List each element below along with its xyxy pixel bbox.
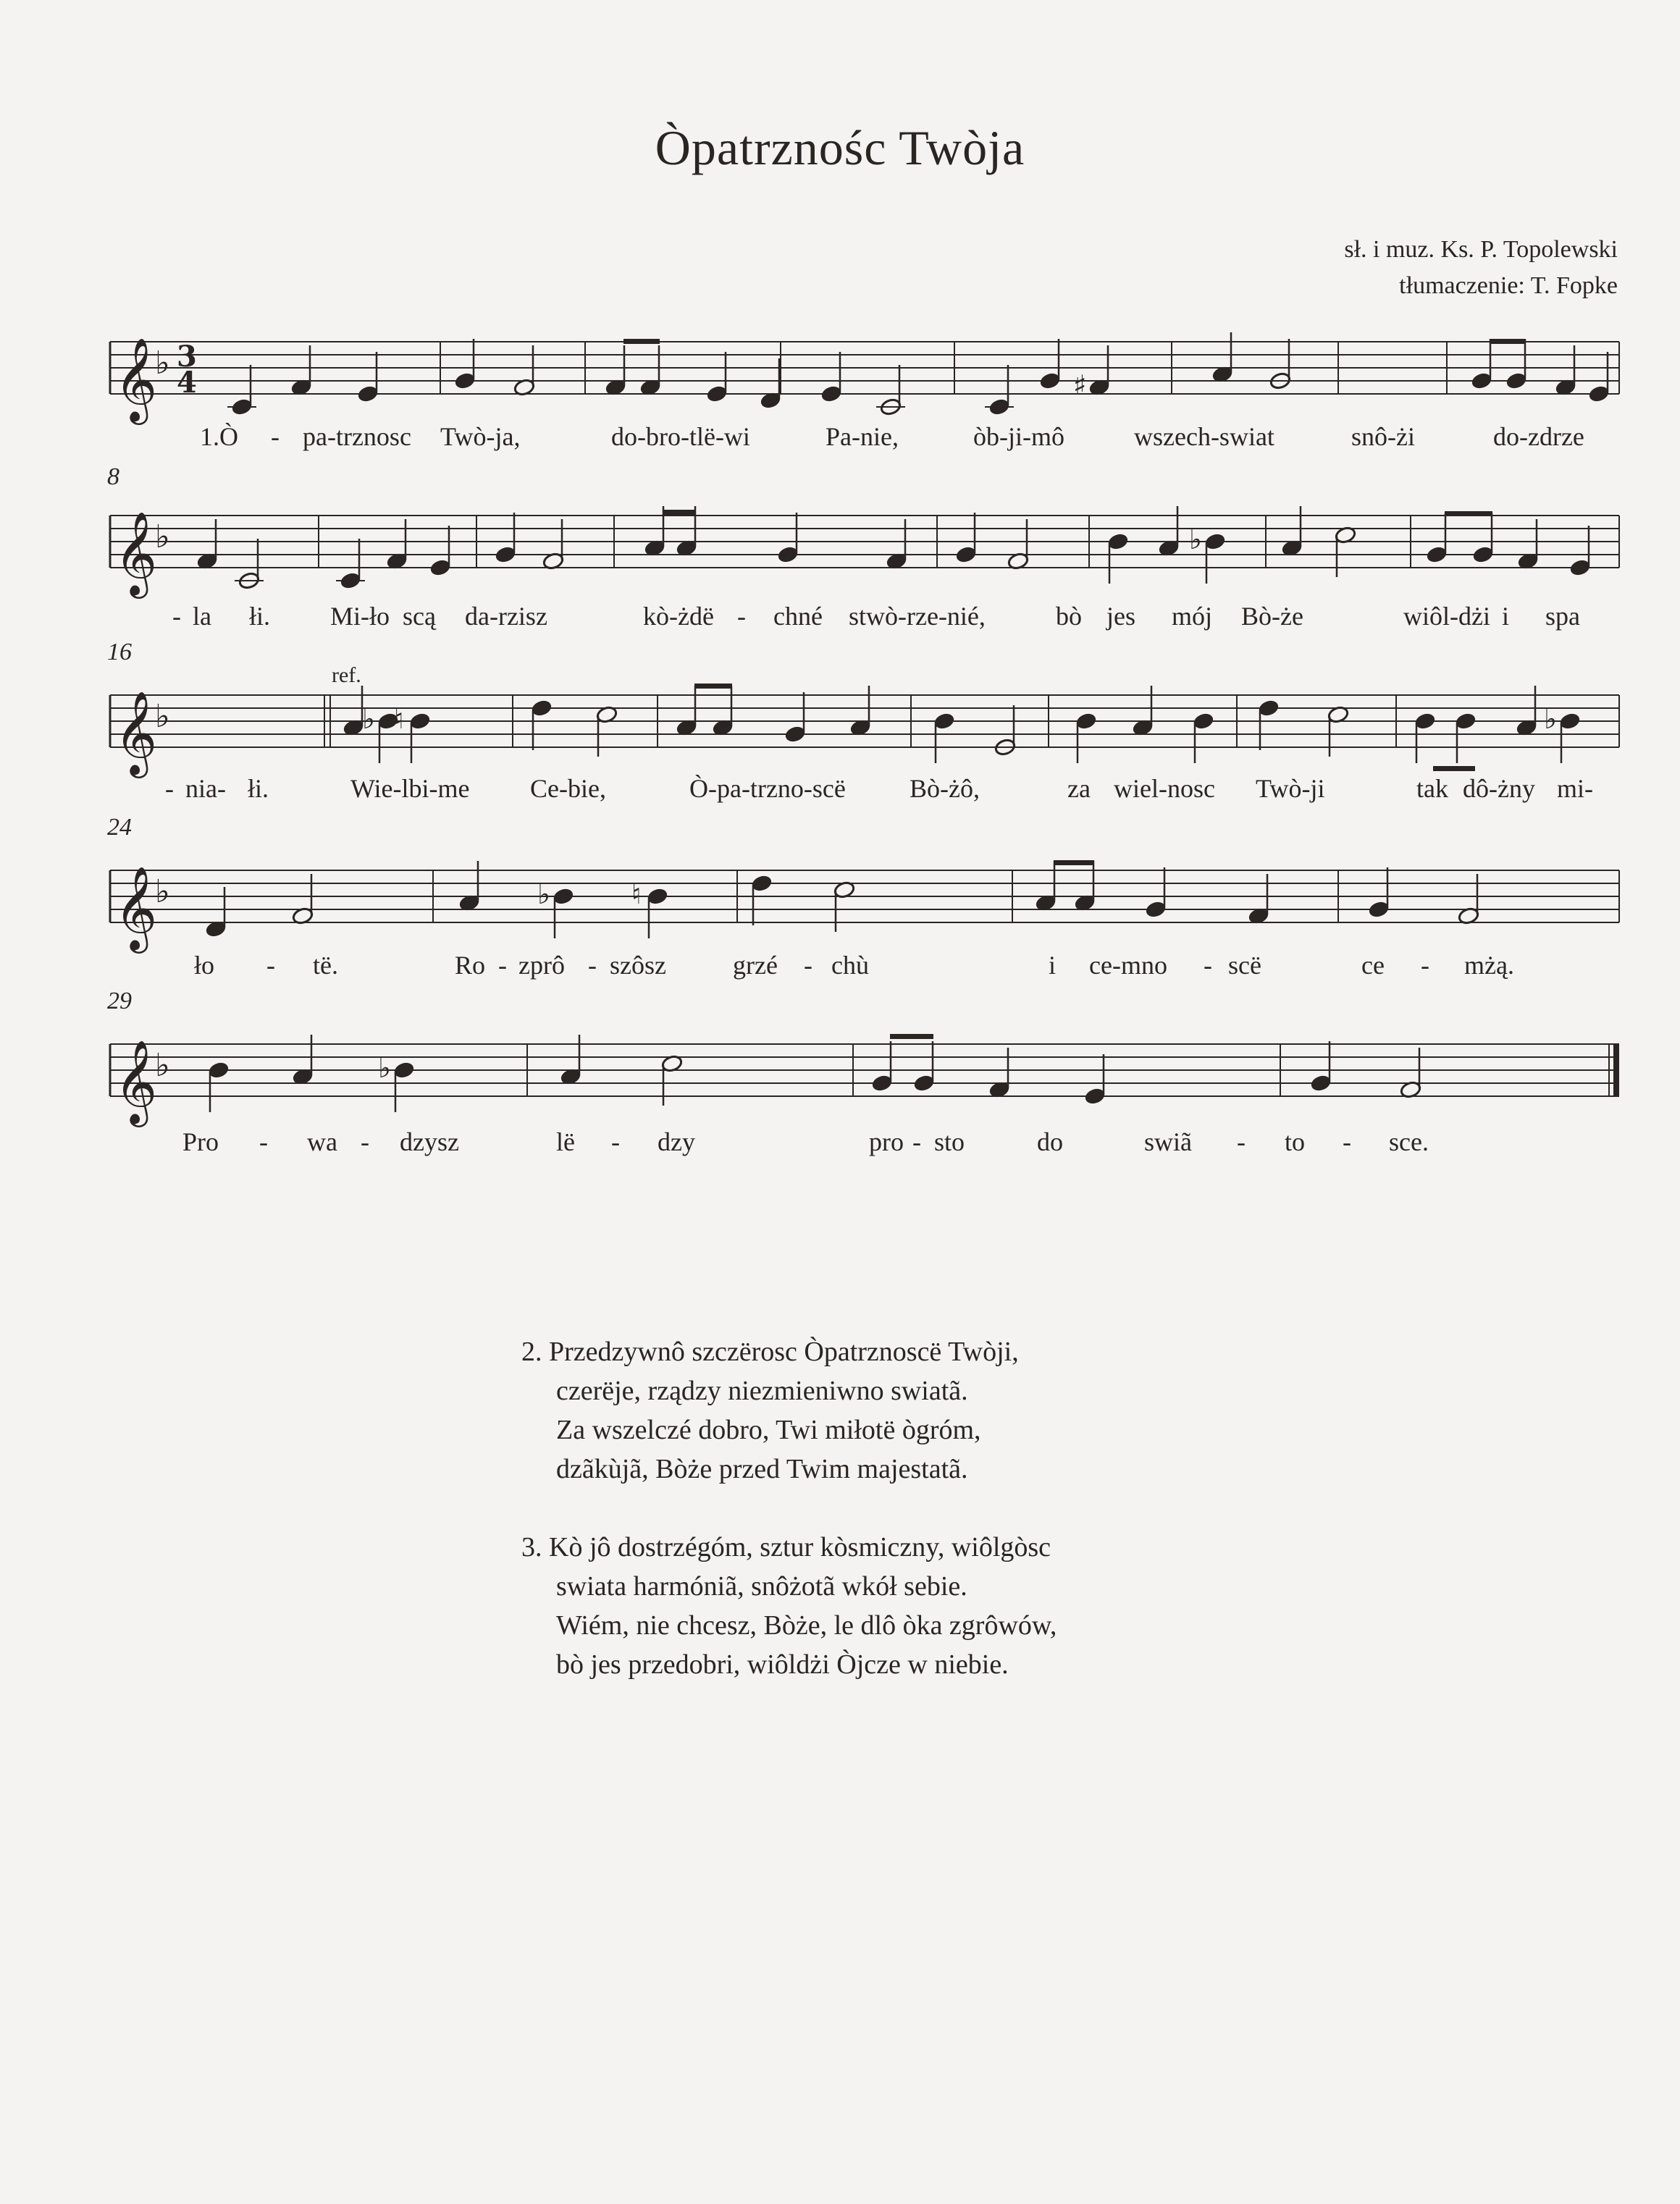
accidental: ♭ xyxy=(537,878,550,910)
lyric-syllable: pro xyxy=(869,1127,904,1156)
quarter-note xyxy=(820,384,843,403)
beam xyxy=(694,684,732,689)
quarter-note xyxy=(454,371,476,390)
lyric-syllable: do-bro-tlë-wi xyxy=(611,422,750,451)
lyric-syllable: Wie-lbi-me xyxy=(350,774,470,803)
quarter-note xyxy=(988,398,1011,416)
flat-key-signature: ♭ xyxy=(155,873,170,910)
quarter-note xyxy=(871,1074,894,1093)
verse-2 xyxy=(521,1332,1057,1489)
quarter-note xyxy=(913,1074,936,1093)
staff-1 xyxy=(107,304,1622,420)
quarter-note xyxy=(429,558,452,577)
lyrics-line-4 xyxy=(107,950,1622,986)
lyric-syllable: Mi-ło xyxy=(330,602,390,631)
verse-line: bò jes przedobri, wiôldżi Òjcze w niebie. xyxy=(556,1649,1009,1680)
lyric-syllable: Ò-pa-trzno-scë xyxy=(689,774,846,803)
quarter-note xyxy=(647,887,669,906)
lyric-syllable: do xyxy=(1037,1127,1063,1156)
verse-line: Wiém, nie chcesz, Bòże, le dlô òka zgrôwów, xyxy=(556,1610,1057,1641)
lyric-syllable: mi- xyxy=(1557,774,1593,803)
quarter-note xyxy=(531,699,553,718)
quarter-note xyxy=(1310,1074,1332,1093)
music-system-2 xyxy=(107,463,1622,652)
staff-5 xyxy=(107,985,1622,1130)
lyric-syllable: kò-żdë xyxy=(643,602,714,631)
lyric-syllable: - xyxy=(912,1127,921,1156)
additional-verses xyxy=(521,1332,1057,1723)
lyric-syllable: òb-ji-mô xyxy=(973,422,1064,451)
lyric-syllable: bò xyxy=(1056,602,1082,631)
lyric-syllable: Ro xyxy=(455,951,486,980)
beam xyxy=(1054,860,1094,865)
lyric-syllable: jes xyxy=(1106,602,1135,631)
verse-line: dzãkùjã, Bòże przed Twim majestatã. xyxy=(556,1454,968,1484)
lyric-syllable: la xyxy=(193,602,211,631)
quarter-note xyxy=(357,384,379,403)
credits-translator: tłumaczenie: T. Fopke xyxy=(1399,272,1618,299)
accidental: ♮ xyxy=(394,703,404,735)
lyric-syllable: ło xyxy=(194,951,215,980)
quarter-note xyxy=(1258,699,1280,718)
lyric-syllable: dzy xyxy=(658,1127,695,1156)
lyric-syllable: - xyxy=(804,951,812,980)
quarter-note xyxy=(751,874,773,893)
lyrics-line-2 xyxy=(107,601,1622,637)
verse-line: Za wszelczé dobro, Twi miłotë ògróm, xyxy=(556,1415,981,1445)
lyric-syllable: da-rzisz xyxy=(465,602,547,631)
lyric-syllable: dzysz xyxy=(400,1127,459,1156)
lyric-syllable: sce. xyxy=(1389,1127,1429,1156)
beam xyxy=(1433,766,1475,771)
quarter-note xyxy=(231,398,253,416)
accidental: ♮ xyxy=(631,878,642,910)
lyric-syllable: pa-trznosc xyxy=(303,422,411,451)
quarter-note xyxy=(208,1061,230,1080)
lyric-syllable: - xyxy=(1204,951,1212,980)
quarter-note xyxy=(1039,371,1062,390)
lyric-syllable: swiã xyxy=(1144,1127,1192,1156)
treble-clef-icon: 𝄞 xyxy=(114,690,158,775)
accidental: ♯ xyxy=(1073,369,1087,401)
accidental: ♭ xyxy=(378,1052,391,1084)
lyric-syllable: tak xyxy=(1416,774,1448,803)
credits xyxy=(1344,232,1618,304)
lyric-syllable: nia- xyxy=(185,774,226,803)
beam xyxy=(623,339,660,344)
quarter-note xyxy=(1569,558,1592,577)
lyric-syllable: - xyxy=(271,422,280,451)
lyric-syllable: to xyxy=(1285,1127,1306,1156)
lyric-syllable: i xyxy=(1049,951,1057,980)
lyric-syllable: - xyxy=(259,1127,268,1156)
lyric-syllable: chù xyxy=(831,951,869,980)
lyric-syllable: szôsz xyxy=(610,951,666,980)
quarter-note xyxy=(1588,384,1610,403)
measure-number: 16 xyxy=(107,639,132,665)
music-system-1 xyxy=(107,304,1622,463)
lyric-syllable: Ce-bie, xyxy=(530,774,606,803)
lyric-syllable: wiôl-dżi xyxy=(1403,602,1490,631)
lyric-syllable: sto xyxy=(934,1127,965,1156)
verse-line: 2. Przedzywnô szczërosc Òpatrznoscë Twòji, xyxy=(521,1337,1019,1367)
lyric-syllable: ce xyxy=(1361,951,1385,980)
treble-clef-icon: 𝄞 xyxy=(114,510,158,595)
lyric-syllable: Pa-nie, xyxy=(826,422,899,451)
quarter-note xyxy=(409,712,432,731)
quarter-note xyxy=(1204,532,1227,551)
quarter-note xyxy=(495,545,517,564)
lyric-syllable: lë xyxy=(556,1127,575,1156)
lyric-syllable: dô-żny xyxy=(1463,774,1535,803)
quarter-note xyxy=(1505,371,1528,390)
lyrics-line-3 xyxy=(107,773,1622,809)
quarter-note xyxy=(1426,545,1448,564)
quarter-note xyxy=(706,384,728,403)
staff-3 xyxy=(107,637,1622,782)
lyric-syllable: - xyxy=(588,951,597,980)
quarter-note xyxy=(1455,712,1477,731)
lyric-syllable: mój xyxy=(1172,602,1213,631)
accidental: ♭ xyxy=(362,703,375,735)
lyric-syllable: za xyxy=(1067,774,1091,803)
beam xyxy=(890,1034,933,1039)
music-system-4 xyxy=(107,811,1622,999)
lyric-syllable: scë xyxy=(1228,951,1261,980)
lyric-syllable: wa xyxy=(307,1127,337,1156)
time-signature-bottom: 4 xyxy=(177,366,197,400)
lyric-syllable: ce-mno xyxy=(1089,951,1167,980)
lyric-syllable: - xyxy=(361,1127,369,1156)
lyric-syllable: - xyxy=(165,774,174,803)
accidental: ♭ xyxy=(1544,703,1557,735)
lyric-syllable: Bò-żô, xyxy=(910,774,980,803)
beam xyxy=(1490,339,1526,344)
quarter-note xyxy=(1471,371,1493,390)
lyrics-line-1 xyxy=(107,421,1622,458)
flat-key-signature: ♭ xyxy=(155,345,170,382)
measure-number: 8 xyxy=(107,463,119,490)
lyric-syllable: mżą. xyxy=(1464,951,1514,980)
lyric-syllable: Twò-ja, xyxy=(440,422,521,451)
lyric-syllable: do-zdrze xyxy=(1493,422,1584,451)
lyric-syllable: - xyxy=(737,602,746,631)
quarter-note xyxy=(1368,900,1390,919)
lyric-syllable: - xyxy=(1237,1127,1246,1156)
lyric-syllable: 1.Ò xyxy=(200,422,238,451)
quarter-note xyxy=(1559,712,1582,731)
refrain-mark: ref. xyxy=(332,663,361,687)
quarter-note xyxy=(1075,712,1098,731)
flat-key-signature: ♭ xyxy=(155,1047,170,1084)
lyric-syllable: - xyxy=(266,951,275,980)
treble-clef-icon: 𝄞 xyxy=(114,1039,158,1124)
quarter-note xyxy=(1107,532,1130,551)
treble-clef-icon: 𝄞 xyxy=(114,337,158,421)
treble-clef-icon: 𝄞 xyxy=(114,865,158,950)
lyric-syllable: të. xyxy=(313,951,338,980)
verse-3 xyxy=(521,1528,1057,1684)
flat-key-signature: ♭ xyxy=(155,698,170,735)
lyric-syllable: stwò-rze-nié, xyxy=(849,602,986,631)
lyrics-line-5 xyxy=(107,1127,1622,1163)
lyric-syllable: - xyxy=(1421,951,1429,980)
staff-4 xyxy=(107,811,1622,956)
lyric-syllable: zprô xyxy=(518,951,565,980)
verse-line: czerëje, rządzy niezmieniwno swiatã. xyxy=(556,1376,968,1406)
measure-number: 24 xyxy=(107,814,132,841)
quarter-note xyxy=(1084,1087,1106,1106)
quarter-note xyxy=(955,545,978,564)
beam xyxy=(663,510,696,515)
lyric-syllable: scą xyxy=(403,602,436,631)
lyric-syllable: wiel-nosc xyxy=(1114,774,1215,803)
time-signature-top: 3 xyxy=(177,340,197,374)
verse-line: swiata harmóniã, snôżotã wkół sebie. xyxy=(556,1571,967,1602)
quarter-note xyxy=(1193,712,1215,731)
lyric-syllable: Bò-że xyxy=(1241,602,1303,631)
page-title: Òpatrznośc Twòja xyxy=(655,120,1025,175)
lyric-syllable: i xyxy=(1502,602,1510,631)
quarter-note xyxy=(777,545,799,564)
quarter-note xyxy=(340,571,362,590)
quarter-note xyxy=(553,887,575,906)
lyric-syllable: Pro xyxy=(182,1127,219,1156)
lyric-syllable: - xyxy=(172,602,181,631)
lyric-syllable: - xyxy=(611,1127,620,1156)
lyric-syllable: grzé xyxy=(733,951,778,980)
lyric-syllable: chné xyxy=(773,602,823,631)
quarter-note xyxy=(1472,545,1495,564)
lyric-syllable: łi. xyxy=(248,774,269,803)
quarter-note xyxy=(393,1061,416,1080)
lyric-syllable: snô-żi xyxy=(1351,422,1415,451)
quarter-note xyxy=(784,725,807,744)
lyric-syllable: spa xyxy=(1545,602,1580,631)
credits-author: sł. i muz. Ks. P. Topolewski xyxy=(1344,236,1618,263)
staff-2 xyxy=(107,463,1622,608)
quarter-note xyxy=(1414,712,1437,731)
lyric-syllable: - xyxy=(498,951,507,980)
beam xyxy=(1445,511,1492,516)
measure-number: 29 xyxy=(107,988,132,1014)
lyric-syllable: wszech-swiat xyxy=(1134,422,1274,451)
quarter-note xyxy=(933,712,956,731)
verse-line: 3. Kò jô dostrzégóm, sztur kòsmiczny, wiôlgòsc xyxy=(521,1532,1051,1562)
music-system-3 xyxy=(107,637,1622,825)
quarter-note xyxy=(1145,900,1167,919)
flat-key-signature: ♭ xyxy=(155,518,170,555)
lyric-syllable: Twò-ji xyxy=(1256,774,1325,803)
lyric-syllable: - xyxy=(1343,1127,1351,1156)
accidental: ♭ xyxy=(1189,523,1202,555)
music-system-5 xyxy=(107,985,1622,1173)
lyric-syllable: łi. xyxy=(249,602,271,631)
